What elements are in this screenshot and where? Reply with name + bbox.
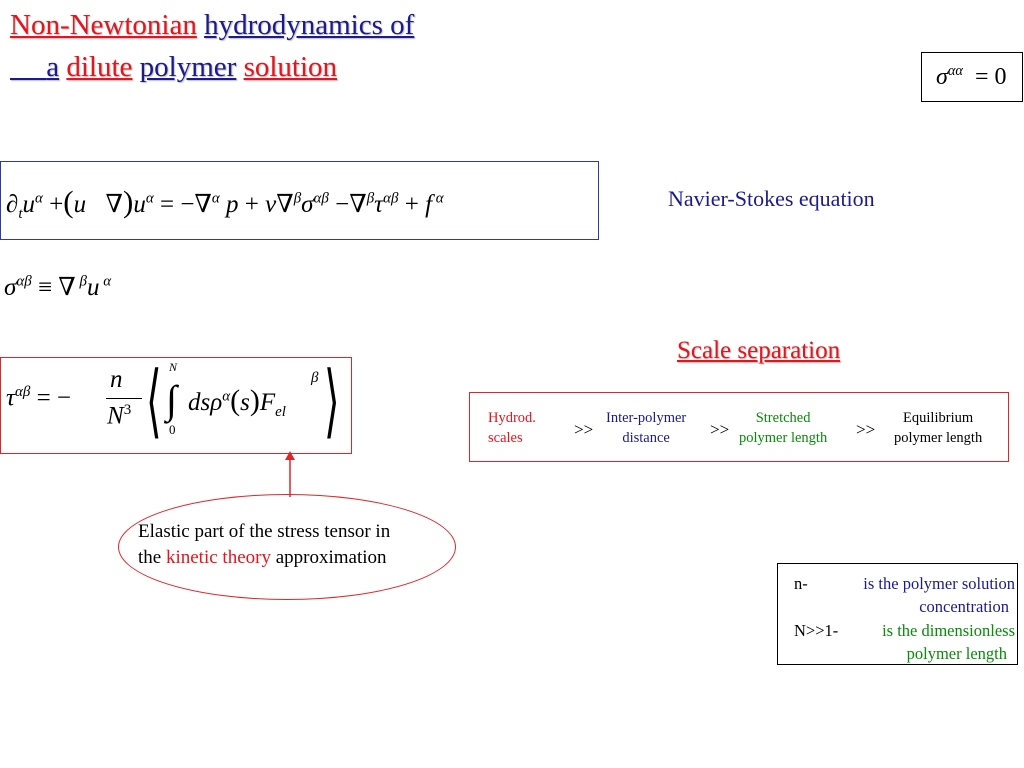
title-non-newtonian: Non-Newtonian: [10, 9, 197, 41]
notes-box: [777, 563, 1018, 665]
note-n-desc-2: concentration: [919, 597, 1009, 616]
scale-separation-title: Scale separation: [677, 337, 841, 364]
callout-line-2: the kinetic theory approximation: [138, 547, 387, 568]
title-a: a: [46, 51, 60, 83]
callout-line-1: Elastic part of the stress tensor in: [138, 521, 391, 542]
stress-tensor-box: [0, 357, 352, 454]
callout-arrow: [280, 450, 300, 498]
title-line-2: [10, 46, 414, 88]
navier-stokes-equation: $\partial_tu^\alpha$ $+(u⃗\nabla)u^\alpha = -\nabla^\alpha$ $p + \nu\nabla^\beta\sigma^{\alpha\beta} -\nabla^\beta\tau^{\alpha\beta} + f$ $^\alpha$: [6, 184, 444, 222]
note-N-desc-2: polymer length: [906, 644, 1007, 663]
note-N-label: N>>1-: [794, 621, 839, 640]
callout-text: [138, 519, 390, 571]
trace-condition-equation: $\sigma^{\alpha\alpha} = 0$: [936, 63, 1007, 90]
scale-inter-polymer: Inter-polymer distance: [606, 410, 687, 446]
scale-gg-2: >>: [710, 420, 730, 439]
note-N-desc-1: is the dimensionless: [882, 621, 1015, 640]
title-dilute: dilute: [66, 51, 133, 83]
title-solution: solution: [243, 51, 338, 83]
scale-separation-box: [469, 392, 1009, 462]
slide-title: [10, 4, 414, 88]
scale-gg-1: >>: [574, 420, 594, 439]
scale-hydrod: Hydrod. scales: [488, 410, 536, 446]
trace-condition-box: [921, 52, 1023, 102]
scale-stretched: Stretched polymer length: [739, 410, 828, 446]
note-n-desc-1: is the polymer solution: [863, 574, 1015, 593]
strain-rate-equation: $\sigma^{\alpha\beta}$ ≡ ∇ $^\beta$u $^\alpha$: [4, 273, 112, 301]
title-line-1: [10, 4, 414, 46]
title-hydrodynamics: hydrodynamics of: [204, 9, 415, 41]
callout-kinetic-theory: kinetic theory: [165, 547, 271, 568]
note-n-label: n-: [794, 574, 808, 593]
navier-stokes-label: Navier-Stokes equation: [668, 186, 875, 211]
title-polymer: polymer: [139, 51, 237, 83]
scale-gg-3: >>: [856, 420, 876, 439]
scale-equilibrium: Equilibrium polymer length: [894, 410, 983, 446]
navier-stokes-box: [0, 161, 599, 240]
stress-tensor-equation: $\tau^{\alpha\beta}$ = − n $N^3$ ⟨ N ∫ 0 $ds\rho^\alpha(s)F_{el}$ β ⟩: [6, 358, 340, 446]
